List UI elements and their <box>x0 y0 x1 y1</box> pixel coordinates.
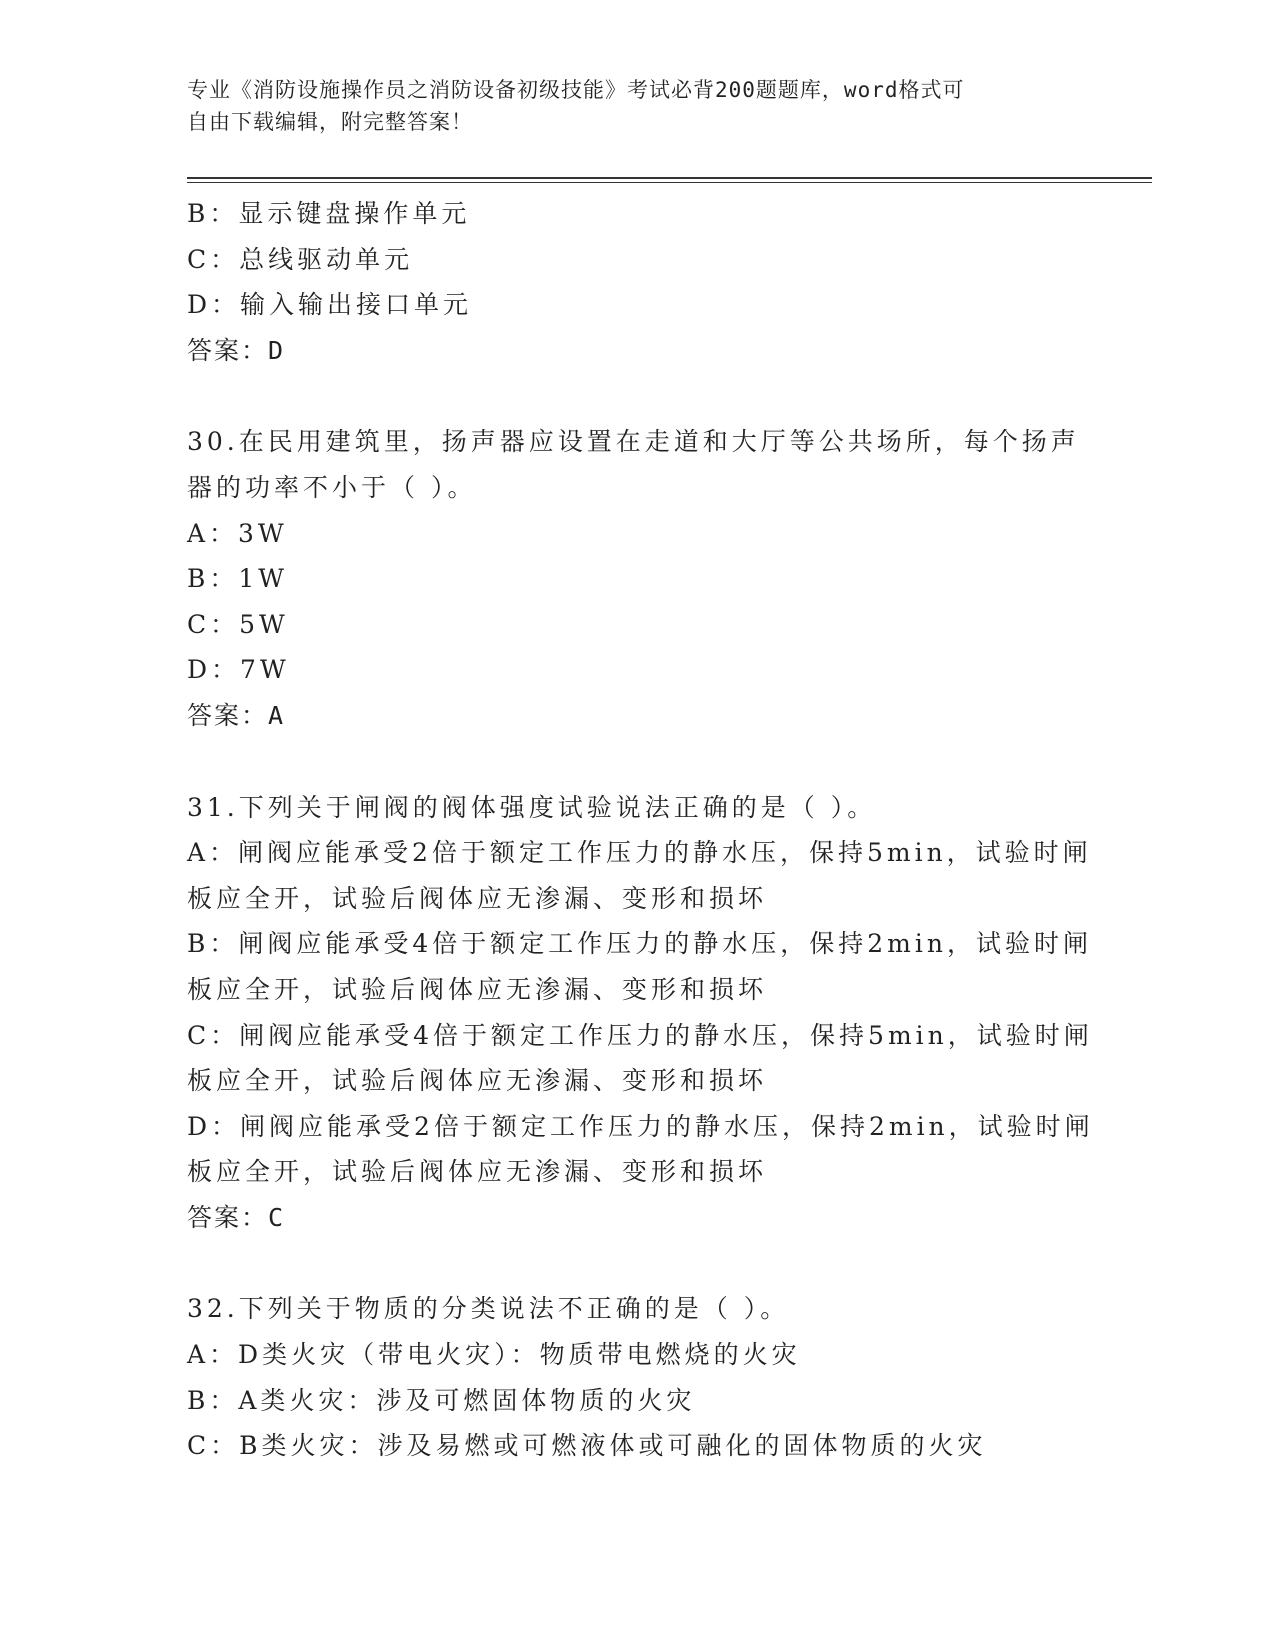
option-d-line-2: 板应全开，试验后阀体应无渗漏、变形和损坏 <box>187 1157 768 1187</box>
question-30 <box>187 419 1087 738</box>
spacer <box>187 739 1087 785</box>
option-a: A：3W <box>187 518 288 548</box>
question-list <box>187 191 1094 1469</box>
question-stem-line-2: 器的功率不小于（ ）。 <box>187 472 477 502</box>
option-a: A：D类火灾（带电火灾）：物质带电燃烧的火灾 <box>187 1340 801 1370</box>
document-header <box>187 74 1067 138</box>
option-b-line-2: 板应全开，试验后阀体应无渗漏、变形和损坏 <box>187 974 768 1004</box>
option-c-line-1: C：闸阀应能承受4倍于额定工作压力的静水压，保持5min，试验时闸 <box>187 1020 1093 1050</box>
option-d: D：7W <box>187 655 290 685</box>
header-divider-thin <box>187 182 1152 183</box>
option-b: B：A类火灾：涉及可燃固体物质的火灾 <box>187 1385 696 1415</box>
question-29-continued <box>187 191 1087 373</box>
question-stem: 32.下列关于物质的分类说法不正确的是（ ）。 <box>187 1294 790 1324</box>
spacer <box>187 1240 1087 1286</box>
answer-line: 答案：C <box>187 1202 286 1232</box>
option-c-line-2: 板应全开，试验后阀体应无渗漏、变形和损坏 <box>187 1066 768 1096</box>
question-stem-line-1: 30.在民用建筑里，扬声器应设置在走道和大厅等公共场所，每个扬声 <box>187 427 1080 457</box>
question-32 <box>187 1286 1087 1468</box>
question-stem: 31.下列关于闸阀的阀体强度试验说法正确的是（ ）。 <box>187 792 877 822</box>
answer-line: 答案：A <box>187 700 286 730</box>
question-31 <box>187 785 1094 1241</box>
option-b-line-1: B：闸阀应能承受4倍于额定工作压力的静水压，保持2min，试验时闸 <box>187 929 1092 959</box>
spacer <box>187 373 1087 419</box>
header-line-2: 自由下载编辑，附完整答案！ <box>187 110 473 134</box>
option-c: C：B类火灾：涉及易燃或可燃液体或可融化的固体物质的火灾 <box>187 1431 987 1461</box>
option-a-line-1: A：闸阀应能承受2倍于额定工作压力的静水压，保持5min，试验时闸 <box>187 838 1092 868</box>
header-line-1: 专业《消防设施操作员之消防设备初级技能》考试必背200题题库，word格式可 <box>187 78 965 102</box>
header-divider-thick <box>187 177 1152 179</box>
option-b: B：1W <box>187 564 288 594</box>
option-d: D：输入输出接口单元 <box>187 290 473 320</box>
option-b: B：显示键盘操作单元 <box>187 199 471 228</box>
option-d-line-1: D：闸阀应能承受2倍于额定工作压力的静水压，保持2min，试验时闸 <box>187 1111 1094 1141</box>
option-c: C：总线驱动单元 <box>187 244 414 274</box>
option-c: C：5W <box>187 609 289 639</box>
option-a-line-2: 板应全开，试验后阀体应无渗漏、变形和损坏 <box>187 883 768 913</box>
answer-line: 答案：D <box>187 335 286 365</box>
